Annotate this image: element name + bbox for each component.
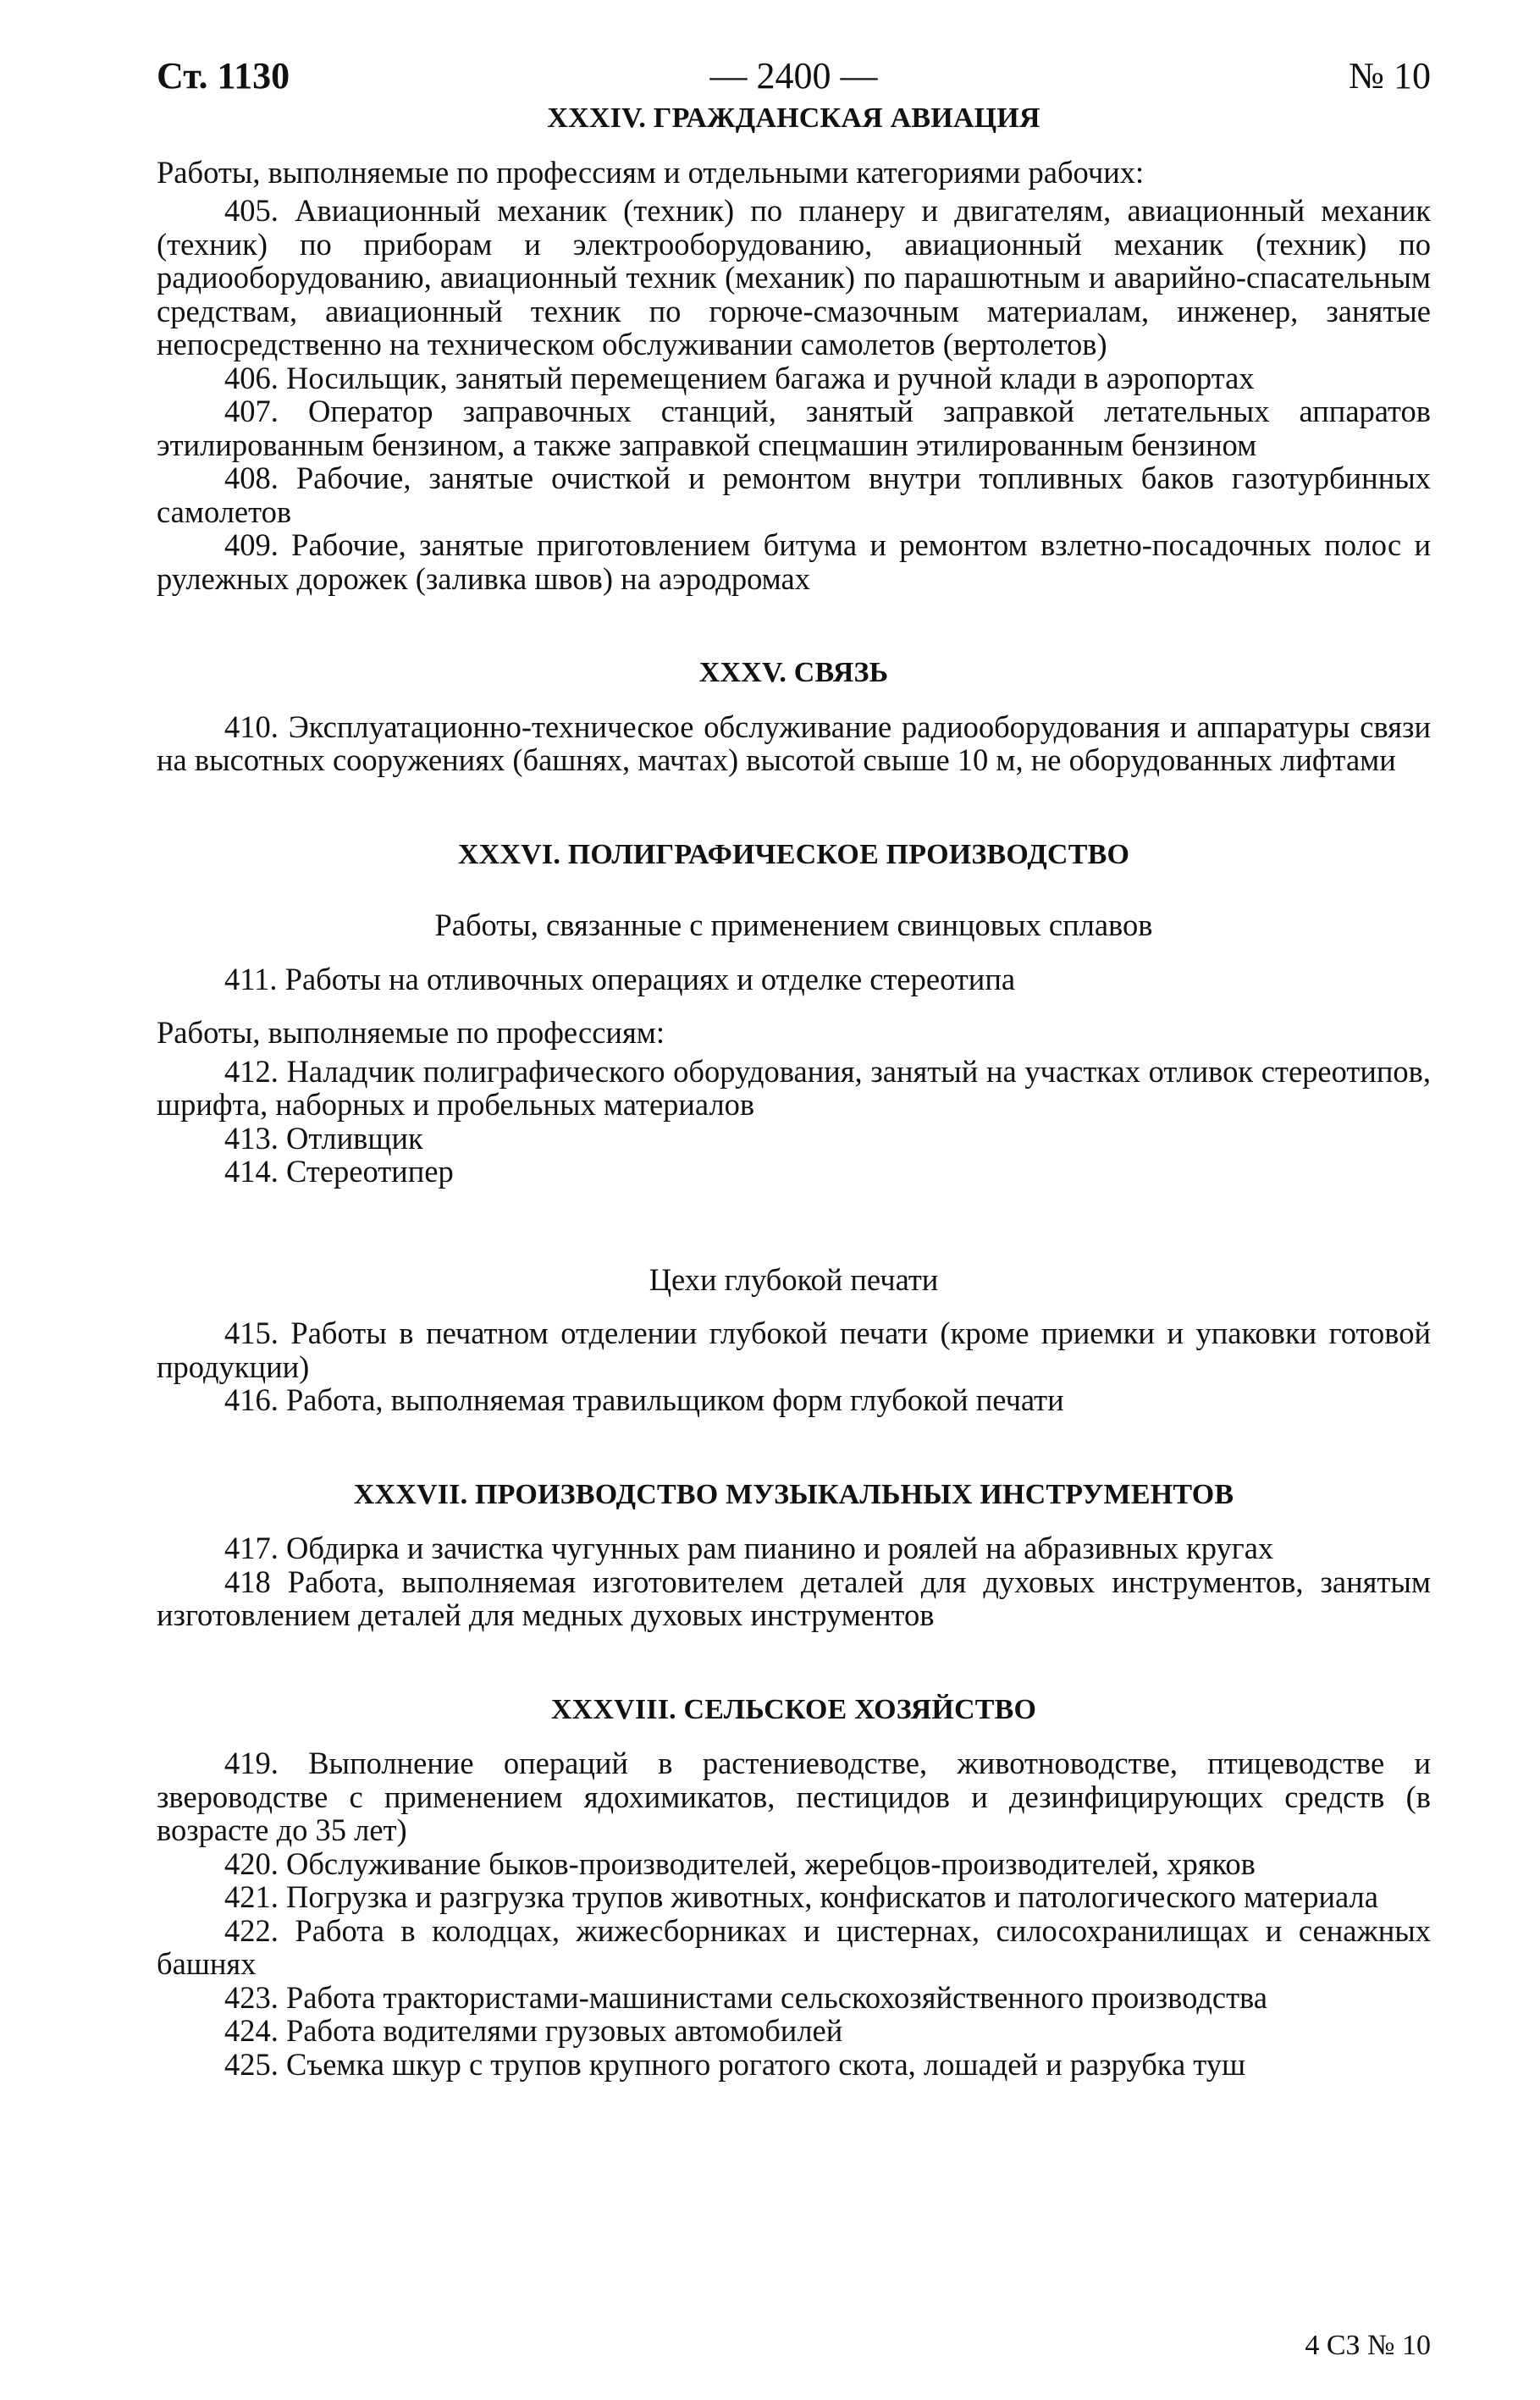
- list-item: 418 Работа, выполняемая изготовителем деталей для духовых инструментов, занятым изготовлением деталей для медных духовых инструментов: [157, 1564, 1431, 1632]
- section-intro-36: Работы, выполняемые по профессиям:: [157, 1015, 665, 1050]
- list-item: 414. Стереотипер: [224, 1154, 454, 1189]
- list-item: 422. Работа в колодцах, жижесборниках и цистернах, силосохранилищах и сенажных башнях: [157, 1912, 1431, 1981]
- subsection-title-lead-alloys: Работы, связанные с применением свинцовых сплавов: [434, 908, 1153, 942]
- list-item: 407. Оператор заправочных станций, занятый заправкой летательных аппаратов этилированным бензином, а также заправкой спецмашин этилированным бензином: [157, 394, 1431, 462]
- page-number: — 2400 —: [709, 55, 878, 97]
- section-intro-34: Работы, выполняемые по профессиям и отдельными категориями рабочих:: [157, 154, 1145, 190]
- footer-signature: 4 СЗ № 10: [1305, 2329, 1431, 2361]
- list-item: 412. Наладчик полиграфического оборудования, занятый на участках отливок стереотипов, шрифта, наборных и пробельных материалов: [157, 1053, 1431, 1122]
- list-item: 411. Работы на отливочных операциях и отделке стереотипа: [224, 961, 1016, 996]
- list-item: 424. Работа водителями грузовых автомобилей: [224, 2013, 843, 2048]
- section-title-38: XXXVIII. СЕЛЬСКОЕ ХОЗЯЙСТВО: [550, 1693, 1037, 1725]
- section-title-34: XXXIV. ГРАЖДАНСКАЯ АВИАЦИЯ: [547, 102, 1040, 134]
- section-title-35: XXXV. СВЯЗЬ: [698, 657, 889, 688]
- list-item: 423. Работа трактористами-машинистами сельскохозяйственного производства: [224, 1979, 1267, 2015]
- list-item: 410. Эксплуатационно-техническое обслуживание радиооборудования и аппаратуры связи на высотных сооружениях (башнях, мачтах) высотой свыше 10 м, не оборудованных лифтами: [157, 709, 1431, 777]
- article-number: Ст. 1130: [157, 55, 290, 97]
- issue-number: № 10: [1349, 55, 1431, 97]
- list-item: 413. Отливщик: [224, 1120, 423, 1156]
- list-item: 420. Обслуживание быков-производителей, жеребцов-производителей, хряков: [224, 1846, 1256, 1881]
- document-page: [157, 55, 1431, 2362]
- page-header: [157, 55, 1431, 127]
- list-item: 416. Работа, выполняемая травильщиком форм глубокой печати: [224, 1382, 1064, 1417]
- list-item: 408. Рабочие, занятые очисткой и ремонтом внутри топливных баков газотурбинных самолетов: [157, 461, 1431, 529]
- section-title-37: XXXVII. ПРОИЗВОДСТВО МУЗЫКАЛЬНЫХ ИНСТРУМЕНТОВ: [353, 1478, 1234, 1510]
- list-item: 409. Рабочие, занятые приготовлением битума и ремонтом взлетно-посадочных полос и рулежных дорожек (заливка швов) на аэродромах: [157, 527, 1431, 596]
- section-title-36: XXXVI. ПОЛИГРАФИЧЕСКОЕ ПРОИЗВОДСТВО: [457, 838, 1130, 870]
- list-item: 415. Работы в печатном отделении глубокой печати (кроме приемки и упаковки готовой продукции): [157, 1316, 1431, 1384]
- list-item: 405. Авиационный механик (техник) по планеру и двигателям, авиационный механик (техник) по приборам и электрооборудованию, авиационный механик (техник) по радиооборудованию, авиационный техник (механик) по парашютным и аварийно-спасательным средствам, авиационный техник по горюче-смазочным материалам, инженер, занятые непосредственно на техническом обслуживании самолетов (вертолетов): [157, 193, 1431, 361]
- list-item: 417. Обдирка и зачистка чугунных рам пианино и роялей на абразивных кругах: [224, 1531, 1274, 1565]
- list-item: 425. Съемка шкур с трупов крупного рогатого скота, лошадей и разрубка туш: [224, 2046, 1246, 2082]
- subsection-title-gravure: Цехи глубокой печати: [649, 1261, 939, 1297]
- list-item: 421. Погрузка и разгрузка трупов животных, конфискатов и патологического материала: [224, 1879, 1378, 1914]
- list-item: 419. Выполнение операций в растениеводстве, животноводстве, птицеводстве и звероводстве с применением ядохимикатов, пестицидов и дезинфицирующих средств (в возрасте до 35 лет): [157, 1746, 1431, 1847]
- list-item: 406. Носильщик, занятый перемещением багажа и ручной клади в аэропортах: [224, 360, 1255, 395]
